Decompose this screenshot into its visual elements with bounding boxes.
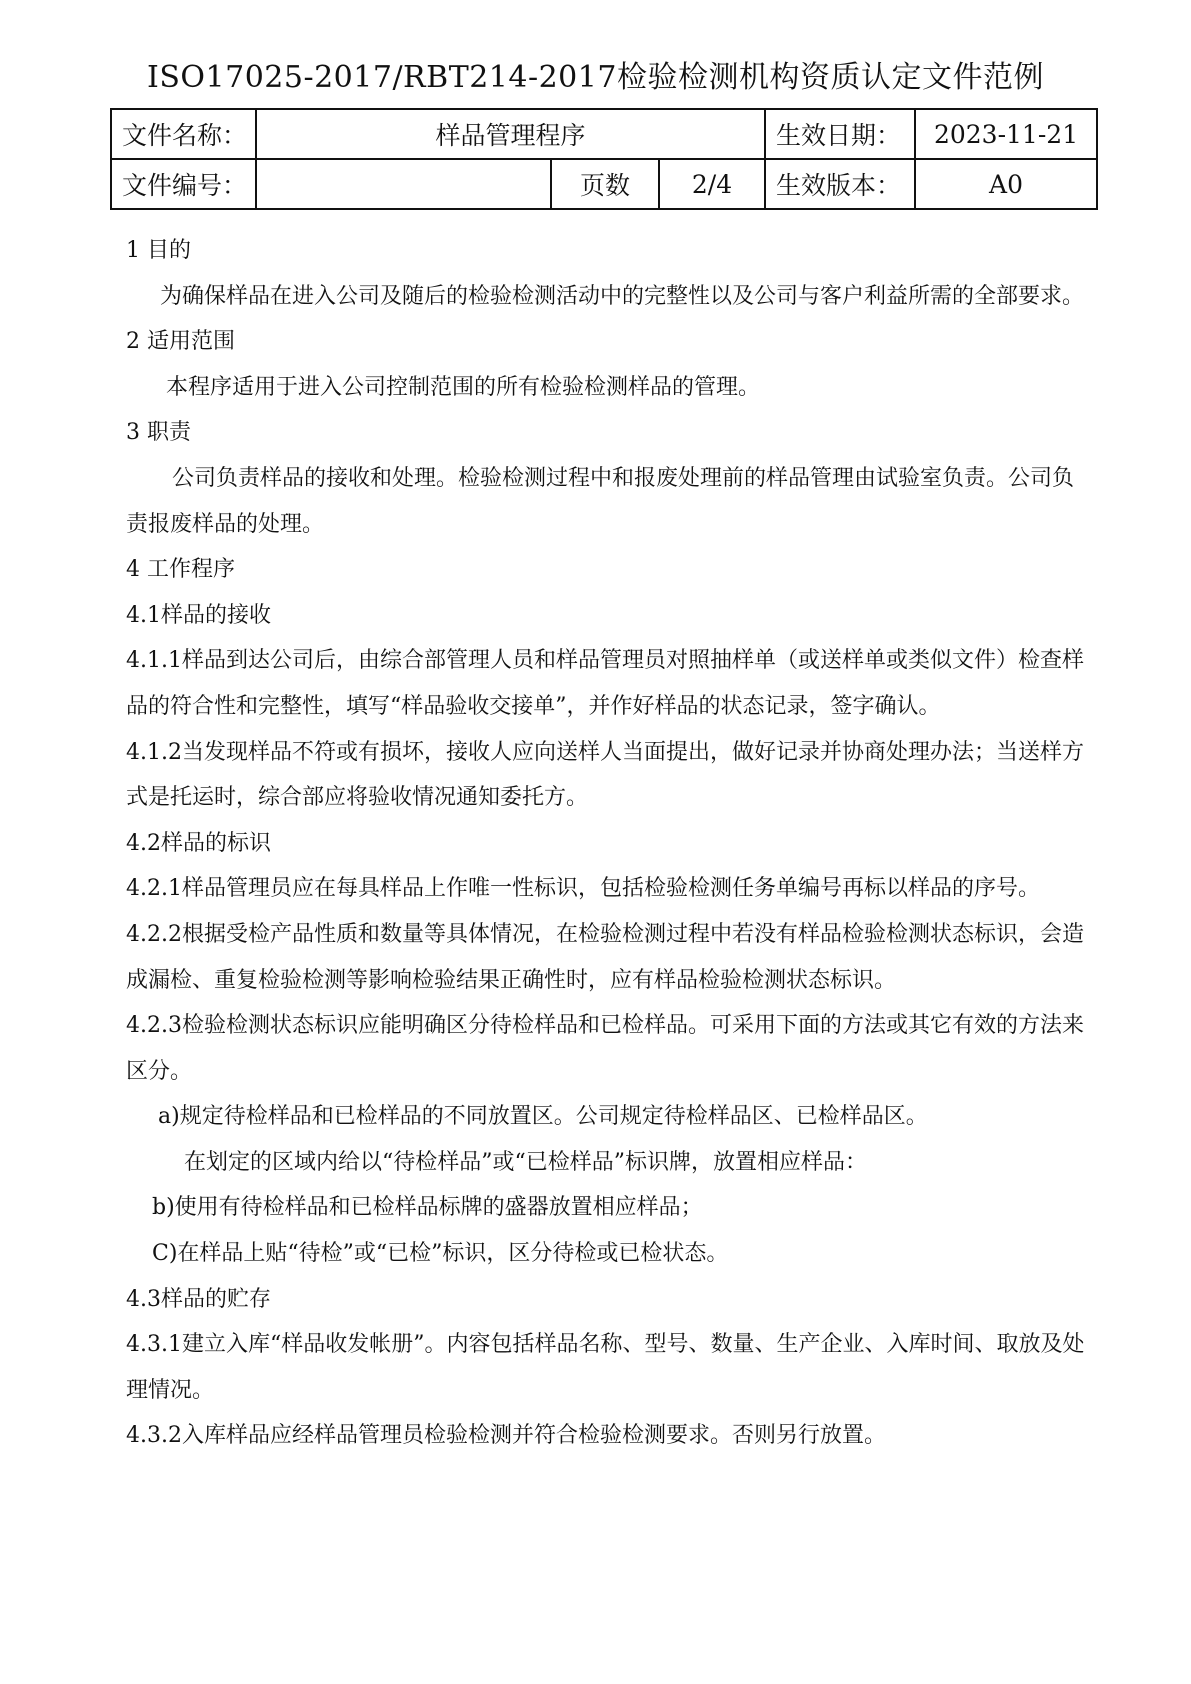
paragraph: 为确保样品在进入公司及随后的检验检测活动中的完整性以及公司与客户利益所需的全部要求。 [160,283,1085,309]
file-info-row [111,159,1097,209]
file-name-label: 文件名称： [111,109,256,159]
paragraph: 本程序适用于进入公司控制范围的所有检验检测样品的管理。 [166,374,761,400]
section-heading-procedure: 4 工作程序 [126,557,235,583]
subsection-heading: 4.1样品的接收 [126,602,271,628]
effective-version-value: A0 [915,159,1097,209]
effective-date-value: 2023-11-21 [915,109,1097,159]
document-title: ISO17025-2017/RBT214-2017检验检测机构资质认定文件范例 [147,60,1044,95]
page-count-label: 页数 [551,159,659,209]
effective-version-label: 生效版本： [765,159,915,209]
file-number-value [256,159,551,209]
clause-paragraph: 4.2.3检验检测状态标识应能明确区分待检样品和已检样品。可采用下面的方法或其它有效的方法来区分。 [126,1013,1084,1084]
file-info-row [111,109,1097,159]
file-info-table [110,108,1098,210]
clause-paragraph: 4.3.1建立入库“样品收发帐册”。内容包括样品名称、型号、数量、生产企业、入库时间、取放及处理情况。 [126,1332,1085,1403]
file-name-value: 样品管理程序 [256,109,765,159]
section-heading-purpose: 1 目的 [126,238,191,263]
list-item: b)使用有待检样品和已检样品标牌的盛器放置相应样品； [152,1195,703,1221]
file-number-label: 文件编号： [111,159,256,209]
subsection-heading: 4.3样品的贮存 [126,1286,271,1312]
section-heading-scope: 2 适用范围 [126,329,235,355]
clause-paragraph: 4.2.2根据受检产品性质和数量等具体情况，在检验检测过程中若没有样品检验检测状态标识，会造成漏检、重复检验检测等影响检验结果正确性时，应有样品检验检测状态标识。 [126,921,1084,993]
clause-paragraph: 4.1.1样品到达公司后，由综合部管理人员和样品管理员对照抽样单（或送样单或类似文件）检查样品的符合性和完整性，填写“样品验收交接单”，并作好样品的状态记录，签字确认。 [126,648,1084,719]
section-heading-responsibilities: 3 职责 [126,420,191,446]
list-item: C)在样品上贴“待检”或“已检”标识，区分待检或已检状态。 [152,1241,729,1267]
clause-paragraph: 4.3.2入库样品应经样品管理员检验检测并符合检验检测要求。否则另行放置。 [126,1423,886,1449]
document-body [126,228,1086,1459]
clause-paragraph: 4.1.2当发现样品不符或有损坏，接收人应向送样人当面提出，做好记录并协商处理办法；当送样方式是托运时，综合部应将验收情况通知委托方。 [126,739,1084,811]
subsection-heading: 4.2样品的标识 [126,830,271,856]
effective-date-label: 生效日期： [765,109,915,159]
paragraph: 公司负责样品的接收和处理。检验检测过程中和报废处理前的样品管理由试验室负责。公司负责报废样品的处理。 [126,465,1075,537]
list-item-note: 在划定的区域内给以“待检样品”或“已检样品”标识牌，放置相应样品： [184,1149,867,1175]
clause-paragraph: 4.2.1样品管理员应在每具样品上作唯一性标识，包括检验检测任务单编号再标以样品的序号。 [126,876,1040,902]
list-item: a)规定待检样品和已检样品的不同放置区。公司规定待检样品区、已检样品区。 [158,1104,928,1130]
page-count-value: 2/4 [659,159,765,209]
